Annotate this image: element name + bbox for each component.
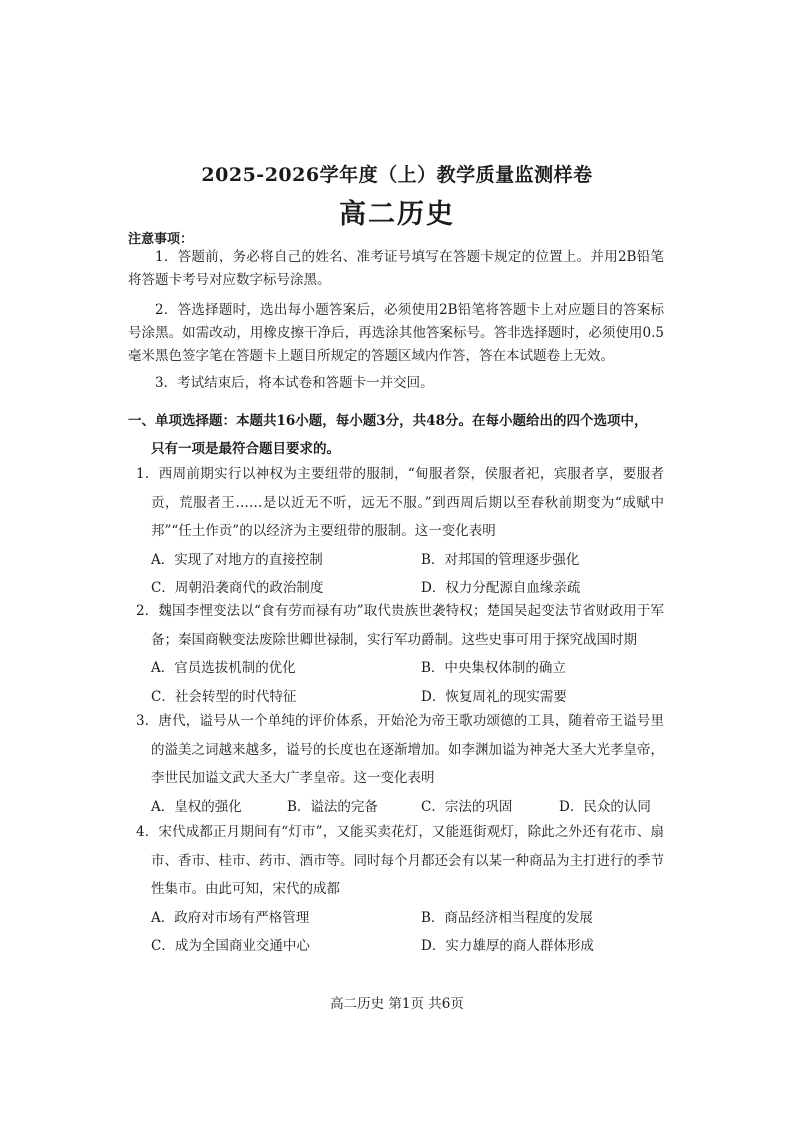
question-stem: 1．西周前期实行以神权为主要纽带的服制，“甸服者祭，侯服者祀，宾服者享，要服者贡，荒服者王……是以近无不听，远无不服。”到西周后期以至春秋前期变为“成赋中邦”“任土作贡”的以经济为主要纽带的服制。这一变化表明	[136, 466, 664, 539]
question-3	[128, 707, 664, 821]
option-b: B．商品经济相当程度的发展	[421, 909, 593, 926]
option-c: C．成为全国商业交通中心	[151, 938, 310, 954]
question-stem: 2．魏国李悝变法以“食有劳而禄有功”取代贵族世袭特权；楚国吴起变法节省财政用于军备；秦国商鞅变法废除世卿世禄制，实行军功爵制。这些史事可用于探究战国时期	[136, 603, 664, 648]
section-heading-line2: 只有一项是最符合题目要求的。	[151, 441, 340, 457]
option-b: B．谥法的完备	[287, 798, 378, 815]
question-2	[128, 597, 664, 711]
option-c: C．周朝沿袭商代的政治制度	[151, 580, 324, 596]
question-4	[128, 818, 664, 961]
option-a: A．官员选拔机制的优化	[151, 660, 296, 676]
option-a: A．政府对市场有严格管理	[151, 909, 310, 926]
question-options	[128, 793, 664, 822]
option-d: D．恢复周礼的现实需要	[421, 688, 567, 705]
question-options	[128, 546, 664, 603]
question-options	[128, 904, 664, 961]
option-d: D．权力分配源自血缘亲疏	[421, 580, 581, 596]
question-stem: 3．唐代，谥号从一个单纯的评价体系，开始沦为帝王歌功颂德的工具，随着帝王谥号里的溢美之词越来越多，谥号的长度也在逐渐增加。如李渊加谥为神尧大圣大光孝皇帝，李世民加谥文武大圣大广孝皇帝。这一变化表明	[136, 713, 664, 786]
option-c: C．社会转型的时代特征	[151, 688, 297, 705]
exam-subject: 高二历史	[339, 199, 455, 230]
question-options	[128, 654, 664, 711]
option-d: D．实力雄厚的商人群体形成	[421, 938, 594, 954]
option-c: C．宗法的巩固	[421, 798, 513, 815]
note-item-2: 2．答选择题时，选出每小题答案后，必须使用2B铅笔将答题卡上对应题目的答案标号涂黑。如需改动，用橡皮擦干净后，再选涂其他答案标号。答非选择题时，必须使用0.5毫米黑色签字笔在答题卡上题目所规定的答题区域内作答，答在本试题卷上无效。	[128, 302, 664, 364]
option-b: B．中央集权体制的确立	[421, 660, 566, 676]
exam-title: 2025-2026学年度（上）教学质量监测样卷	[201, 164, 593, 186]
section-heading-line1: 一、单项选择题：本题共16小题，每小题3分，共48分。在每小题给出的四个选项中，	[128, 413, 648, 429]
note-item-3: 3．考试结束后，将本试卷和答题卡一并交回。	[155, 375, 434, 391]
question-stem: 4．宋代成都正月期间有“灯市”，又能买卖花灯，又能逛街观灯，除此之外还有花市、扇市、香市、桂市、药市、酒市等。同时每个月都还会有以某一种商品为主打进行的季节性集市。由此可知，宋代的成都	[136, 824, 664, 897]
note-item-1: 1．答题前，务必将自己的姓名、准考证号填写在答题卡规定的位置上。并用2B铅笔将答题卡考号对应数字标号涂黑。	[128, 249, 664, 288]
option-b: B．对邦国的管理逐步强化	[421, 551, 580, 568]
option-d: D．民众的认同	[559, 798, 651, 815]
question-1	[128, 460, 664, 603]
page-footer: 高二历史 第1页 共6页	[330, 996, 464, 1012]
option-a: A．皇权的强化	[151, 798, 242, 815]
option-a: A．实现了对地方的直接控制	[151, 551, 323, 568]
section-heading	[128, 407, 664, 463]
notes-heading: 注意事项：	[128, 232, 194, 247]
